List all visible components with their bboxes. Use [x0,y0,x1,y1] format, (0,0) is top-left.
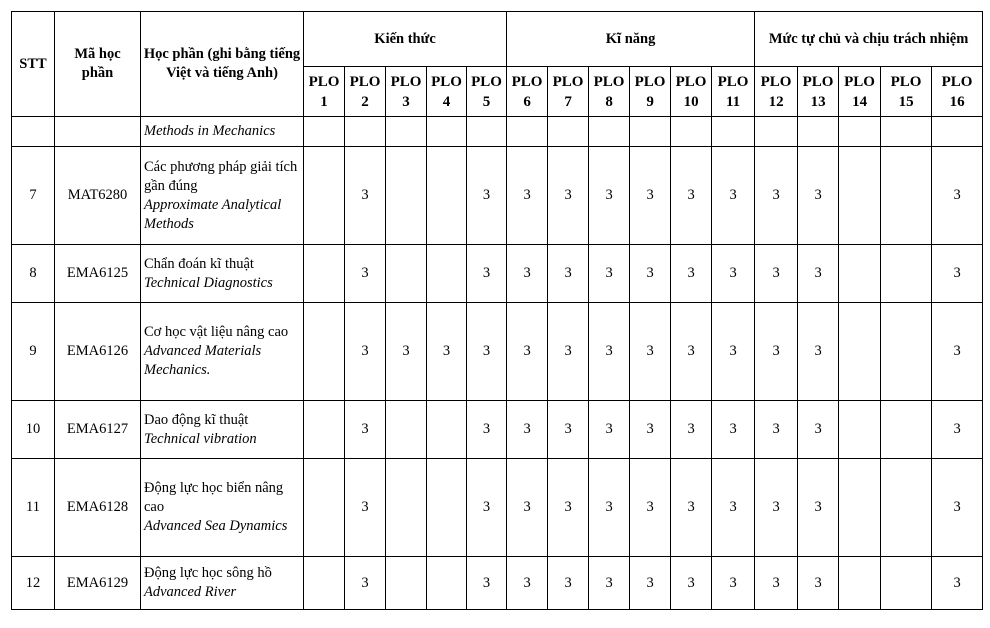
cell-plo-7: 3 [548,245,589,303]
cell-plo-3: 3 [386,303,427,401]
cell-course-name [141,401,304,459]
header-plo-1 [304,67,345,117]
cell-plo-3 [386,117,427,147]
cell-plo-16: 3 [932,245,983,303]
cell-plo-9: 3 [630,303,671,401]
cell-plo-7: 3 [548,459,589,557]
cell-plo-16: 3 [932,459,983,557]
header-course-name: Học phần (ghi bằng tiếng Việt và tiếng Anh) [141,12,304,117]
plo-label: PLO [675,73,707,90]
cell-plo-10: 3 [671,557,712,610]
plo-number: 4 [442,93,451,110]
cell-course-code: EMA6129 [55,557,141,610]
cell-plo-9: 3 [630,459,671,557]
cell-plo-4 [427,117,467,147]
cell-course-name [141,303,304,401]
plo-label: PLO [760,73,792,90]
plo-label: PLO [390,73,422,90]
plo-label: PLO [634,73,666,90]
plo-label: PLO [552,73,584,90]
cell-stt: 12 [12,557,55,610]
cell-plo-2: 3 [345,459,386,557]
cell-course-code: EMA6128 [55,459,141,557]
cell-stt [12,117,55,147]
cell-course-code: MAT6280 [55,147,141,245]
cell-stt: 7 [12,147,55,245]
cell-plo-5: 3 [467,147,507,245]
cell-plo-12: 3 [755,147,798,245]
course-name-vn: Các phương pháp giải tích gần đúng [144,158,298,194]
header-plo-3 [386,67,427,117]
plo-matrix-table [11,11,983,610]
cell-plo-5: 3 [467,245,507,303]
cell-plo-10 [671,117,712,147]
header-plo-16 [932,67,983,117]
cell-course-name [141,557,304,610]
course-name-vn: Động lực học biển nâng cao [144,480,284,515]
cell-plo-4 [427,557,467,610]
cell-plo-13: 3 [798,557,839,610]
header-knowledge: Kiến thức [304,12,507,67]
cell-plo-12 [755,117,798,147]
cell-plo-8: 3 [589,557,630,610]
plo-number: 16 [949,93,965,110]
cell-plo-15 [881,303,932,401]
cell-plo-14 [839,459,881,557]
cell-plo-11: 3 [712,557,755,610]
cell-plo-13 [798,117,839,147]
cell-plo-16: 3 [932,401,983,459]
cell-plo-3 [386,557,427,610]
cell-plo-1 [304,303,345,401]
cell-course-name [141,245,304,303]
cell-plo-16 [932,117,983,147]
table-row [12,557,983,610]
cell-plo-12: 3 [755,557,798,610]
cell-plo-15 [881,117,932,147]
cell-plo-15 [881,401,932,459]
cell-plo-6: 3 [507,557,548,610]
cell-stt: 9 [12,303,55,401]
course-name-vn: Dao động kĩ thuật [144,411,249,428]
table-row [12,245,983,303]
cell-plo-13: 3 [798,147,839,245]
plo-number: 9 [646,93,654,110]
plo-number: 12 [768,93,784,110]
cell-plo-13: 3 [798,245,839,303]
cell-plo-14 [839,401,881,459]
plo-label: PLO [593,73,625,90]
header-plo-13 [798,67,839,117]
plo-label: PLO [471,73,502,90]
table-row [12,303,983,401]
cell-plo-5: 3 [467,557,507,610]
cell-plo-7: 3 [548,401,589,459]
cell-plo-4 [427,459,467,557]
header-plo-11 [712,67,755,117]
plo-number: 15 [898,93,914,110]
plo-number: 11 [725,93,741,110]
course-name-vn: Cơ học vật liệu nâng cao [144,324,289,340]
header-stt: STT [12,12,55,117]
cell-plo-1 [304,117,345,147]
plo-number: 10 [683,93,699,110]
cell-plo-6: 3 [507,303,548,401]
cell-plo-3 [386,245,427,303]
cell-plo-4 [427,401,467,459]
plo-number: 2 [361,93,369,110]
course-name-en: Advanced Materials Mechanics. [144,343,262,378]
cell-plo-2: 3 [345,245,386,303]
cell-plo-12: 3 [755,459,798,557]
cell-plo-6: 3 [507,459,548,557]
course-name-en: Approximate Analytical Methods [144,196,282,232]
header-plo-2 [345,67,386,117]
cell-plo-11: 3 [712,303,755,401]
cell-plo-14 [839,245,881,303]
plo-label: PLO [802,73,834,90]
cell-plo-8: 3 [589,303,630,401]
cell-plo-6: 3 [507,147,548,245]
cell-course-name [141,147,304,245]
header-plo-12 [755,67,798,117]
plo-label: PLO [349,73,381,90]
cell-plo-11: 3 [712,459,755,557]
cell-course-code [55,117,141,147]
cell-plo-15 [881,459,932,557]
cell-plo-13: 3 [798,303,839,401]
cell-plo-8: 3 [589,147,630,245]
header-plo-9 [630,67,671,117]
cell-plo-8: 3 [589,401,630,459]
cell-plo-11 [712,117,755,147]
cell-plo-15 [881,147,932,245]
header-plo-6 [507,67,548,117]
cell-plo-2: 3 [345,303,386,401]
cell-plo-5: 3 [467,303,507,401]
cell-course-code: EMA6126 [55,303,141,401]
cell-plo-6 [507,117,548,147]
plo-number: 1 [320,93,328,110]
cell-course-code: EMA6127 [55,401,141,459]
cell-plo-10: 3 [671,401,712,459]
cell-course-code: EMA6125 [55,245,141,303]
cell-plo-9 [630,117,671,147]
cell-plo-9: 3 [630,245,671,303]
cell-plo-3 [386,401,427,459]
cell-plo-3 [386,459,427,557]
cell-plo-1 [304,557,345,610]
plo-number: 13 [810,93,826,110]
cell-plo-16: 3 [932,303,983,401]
header-skills: Kĩ năng [507,12,755,67]
cell-plo-12: 3 [755,401,798,459]
cell-plo-6: 3 [507,401,548,459]
cell-plo-5: 3 [467,401,507,459]
plo-number: 5 [482,93,491,110]
cell-stt: 10 [12,401,55,459]
cell-plo-15 [881,557,932,610]
header-plo-15 [881,67,932,117]
cell-stt: 11 [12,459,55,557]
course-name-en: Technical Diagnostics [144,274,273,291]
plo-label: PLO [890,73,922,90]
cell-plo-2: 3 [345,401,386,459]
cell-plo-7: 3 [548,557,589,610]
cell-plo-12: 3 [755,303,798,401]
plo-label: PLO [308,73,340,90]
course-name-vn: Động lực học sông hồ [144,565,272,581]
cell-plo-7 [548,117,589,147]
course-name-en: Advanced Sea Dynamics [144,518,288,534]
header-plo-7 [548,67,589,117]
cell-plo-13: 3 [798,459,839,557]
table-row [12,117,983,147]
plo-number: 6 [523,93,531,110]
header-plo-14 [839,67,881,117]
cell-plo-9: 3 [630,147,671,245]
cell-plo-1 [304,459,345,557]
plo-number: 8 [605,93,613,110]
header-plo-4 [427,67,467,117]
cell-plo-8: 3 [589,245,630,303]
header-course-code: Mã học phần [55,12,141,117]
cell-course-name [141,117,304,147]
plo-label: PLO [431,73,462,90]
cell-plo-10: 3 [671,303,712,401]
cell-plo-11: 3 [712,245,755,303]
cell-plo-10: 3 [671,459,712,557]
cell-plo-16: 3 [932,557,983,610]
cell-plo-5 [467,117,507,147]
course-name-en: Advanced River [144,584,237,600]
cell-plo-4 [427,147,467,245]
course-name-en: Methods in Mechanics [144,123,276,139]
header-plo-5 [467,67,507,117]
cell-plo-9: 3 [630,401,671,459]
cell-plo-4 [427,245,467,303]
cell-plo-8 [589,117,630,147]
cell-plo-1 [304,245,345,303]
course-name-vn: Chẩn đoán kĩ thuật [144,255,254,272]
cell-plo-2: 3 [345,557,386,610]
cell-plo-3 [386,147,427,245]
header-plo-10 [671,67,712,117]
cell-plo-11: 3 [712,147,755,245]
cell-plo-6: 3 [507,245,548,303]
cell-plo-14 [839,557,881,610]
cell-plo-13: 3 [798,401,839,459]
plo-number: 7 [564,93,572,110]
cell-plo-1 [304,147,345,245]
cell-plo-16: 3 [932,147,983,245]
cell-plo-7: 3 [548,147,589,245]
plo-label: PLO [717,73,749,90]
cell-stt: 8 [12,245,55,303]
cell-plo-8: 3 [589,459,630,557]
cell-plo-4: 3 [427,303,467,401]
cell-plo-10: 3 [671,147,712,245]
cell-plo-14 [839,147,881,245]
header-plo-8 [589,67,630,117]
table-row [12,401,983,459]
cell-plo-1 [304,401,345,459]
plo-number: 14 [852,93,868,110]
cell-plo-9: 3 [630,557,671,610]
cell-plo-2: 3 [345,147,386,245]
cell-plo-2 [345,117,386,147]
header-autonomy: Mức tự chủ và chịu trách nhiệm [755,12,983,67]
cell-plo-7: 3 [548,303,589,401]
cell-course-name [141,459,304,557]
course-name-en: Technical vibration [144,430,257,447]
plo-number: 3 [402,93,410,110]
plo-label: PLO [941,73,973,90]
cell-plo-12: 3 [755,245,798,303]
cell-plo-15 [881,245,932,303]
cell-plo-10: 3 [671,245,712,303]
cell-plo-11: 3 [712,401,755,459]
cell-plo-5: 3 [467,459,507,557]
plo-label: PLO [511,73,543,90]
cell-plo-14 [839,303,881,401]
cell-plo-14 [839,117,881,147]
plo-label: PLO [844,73,875,90]
table-row [12,147,983,245]
table-row [12,459,983,557]
